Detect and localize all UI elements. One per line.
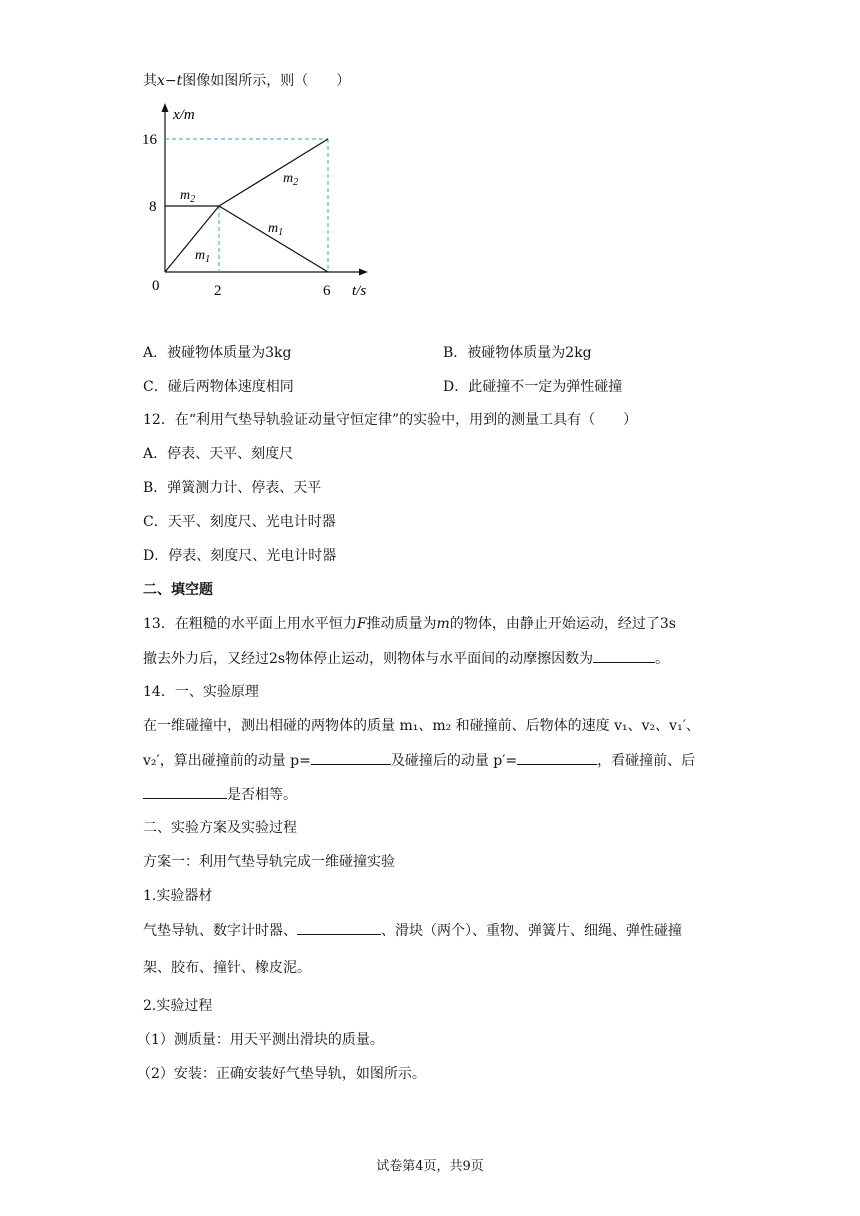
x-axis-label: t/s	[352, 283, 367, 299]
page-footer: 试卷第4页，共9页	[376, 1159, 484, 1174]
y-tick-16: 16	[142, 132, 157, 148]
q13-force-symbol: F	[356, 616, 367, 632]
y-axis-arrow	[162, 103, 169, 112]
m1-before	[165, 206, 219, 272]
q14-line1: 在一维碰撞中，测出相碰的两物体的质量 m₁、m₂ 和碰撞前、后物体的速度 v₁、v₂、v₁′、	[143, 718, 700, 734]
plan-one: 方案一：利用气垫导轨完成一维碰撞实验	[143, 854, 395, 870]
equipment-text-a: 气垫导轨、数字计时器、	[143, 923, 297, 939]
q13-answer-blank[interactable]	[593, 648, 655, 663]
intro-prefix: 其	[143, 73, 157, 89]
intro-suffix: 图像如图所示，则（ ）	[182, 73, 351, 89]
equipment-line2: 架、胶布、撞针、橡皮泥。	[143, 960, 311, 976]
q11-option-b[interactable]: B．被碰物体质量为2kg	[443, 345, 592, 361]
q14-blank-p-prime[interactable]	[517, 750, 597, 765]
q12-option-c[interactable]: C．天平、刻度尺、光电计时器	[143, 514, 336, 530]
q11-option-a[interactable]: A．被碰物体质量为3kg	[143, 345, 292, 361]
q12-stem: 12．在“利用气垫导轨验证动量守恒定律”的实验中，用到的测量工具有（ ）	[143, 412, 638, 428]
q14-text-a: v₂′，算出碰撞前的动量 p=	[143, 753, 311, 769]
q13-line2	[143, 648, 669, 669]
experiment-plan-heading: 二、实验方案及实验过程	[143, 820, 297, 836]
label-m2-right: $m_2$	[283, 171, 299, 188]
x-tick-6: 6	[323, 283, 331, 299]
section-fill-blank-heading: 二、填空题	[143, 582, 213, 598]
y-tick-8: 8	[149, 199, 157, 215]
question-intro	[143, 71, 350, 91]
x-axis-arrow	[359, 269, 368, 276]
equipment-blank[interactable]	[297, 920, 381, 935]
y-axis-label: x/m	[173, 107, 195, 123]
equipment-line1	[143, 920, 682, 941]
q14-blank-p[interactable]	[311, 750, 391, 765]
x-t-graph	[140, 98, 390, 303]
process-step-1: （1）测质量：用天平测出滑块的质量。	[137, 1032, 384, 1048]
q13-text-a: 13．在粗糙的水平面上用水平恒力	[143, 616, 357, 632]
equipment-title: 1.实验器材	[143, 888, 213, 904]
label-m1-right: $m_1$	[268, 221, 284, 238]
q13-text-b: 推动质量为	[366, 616, 437, 632]
q13-line1	[143, 614, 676, 634]
q13-text-d: 撤去外力后，又经过2s物体停止运动，则物体与水平面间的动摩擦因数为	[143, 651, 594, 667]
label-m2-upper: $m_2$	[180, 188, 196, 205]
q13-text-e: 。	[655, 651, 670, 667]
q11-option-d[interactable]: D．此碰撞不一定为弹性碰撞	[443, 379, 623, 395]
process-title: 2.实验过程	[143, 998, 213, 1014]
process-step-2: （2）安装：正确安装好气垫导轨，如图所示。	[137, 1066, 426, 1082]
q14-title: 14．一、实验原理	[143, 684, 259, 700]
x-tick-2: 2	[214, 283, 222, 299]
origin-label: 0	[152, 278, 160, 294]
q13-mass-symbol: m	[436, 616, 450, 632]
q14-blank-compare[interactable]	[143, 784, 227, 799]
q14-line3	[143, 784, 297, 805]
m1-after	[219, 206, 328, 272]
q11-option-c[interactable]: C．碰后两物体速度相同	[143, 379, 294, 395]
q13-text-c: 的物体，由静止开始运动，经过了3s	[449, 616, 676, 632]
label-m1-lower: $m_1$	[195, 248, 211, 265]
q12-option-b[interactable]: B．弹簧测力计、停表、天平	[143, 480, 322, 496]
q14-text-c: ，看碰撞前、后	[597, 753, 696, 769]
q14-text-b: 及碰撞后的动量 p′=	[390, 753, 518, 769]
q12-option-d[interactable]: D．停表、刻度尺、光电计时器	[143, 548, 337, 564]
q12-option-a[interactable]: A．停表、天平、刻度尺	[143, 446, 294, 462]
equipment-text-b: 、滑块（两个）、重物、弹簧片、细绳、弹性碰撞	[381, 923, 682, 939]
q14-line2	[143, 750, 695, 771]
intro-variable: x−t	[157, 73, 183, 89]
m2-after	[219, 139, 328, 206]
q14-text-d: 是否相等。	[227, 787, 297, 803]
